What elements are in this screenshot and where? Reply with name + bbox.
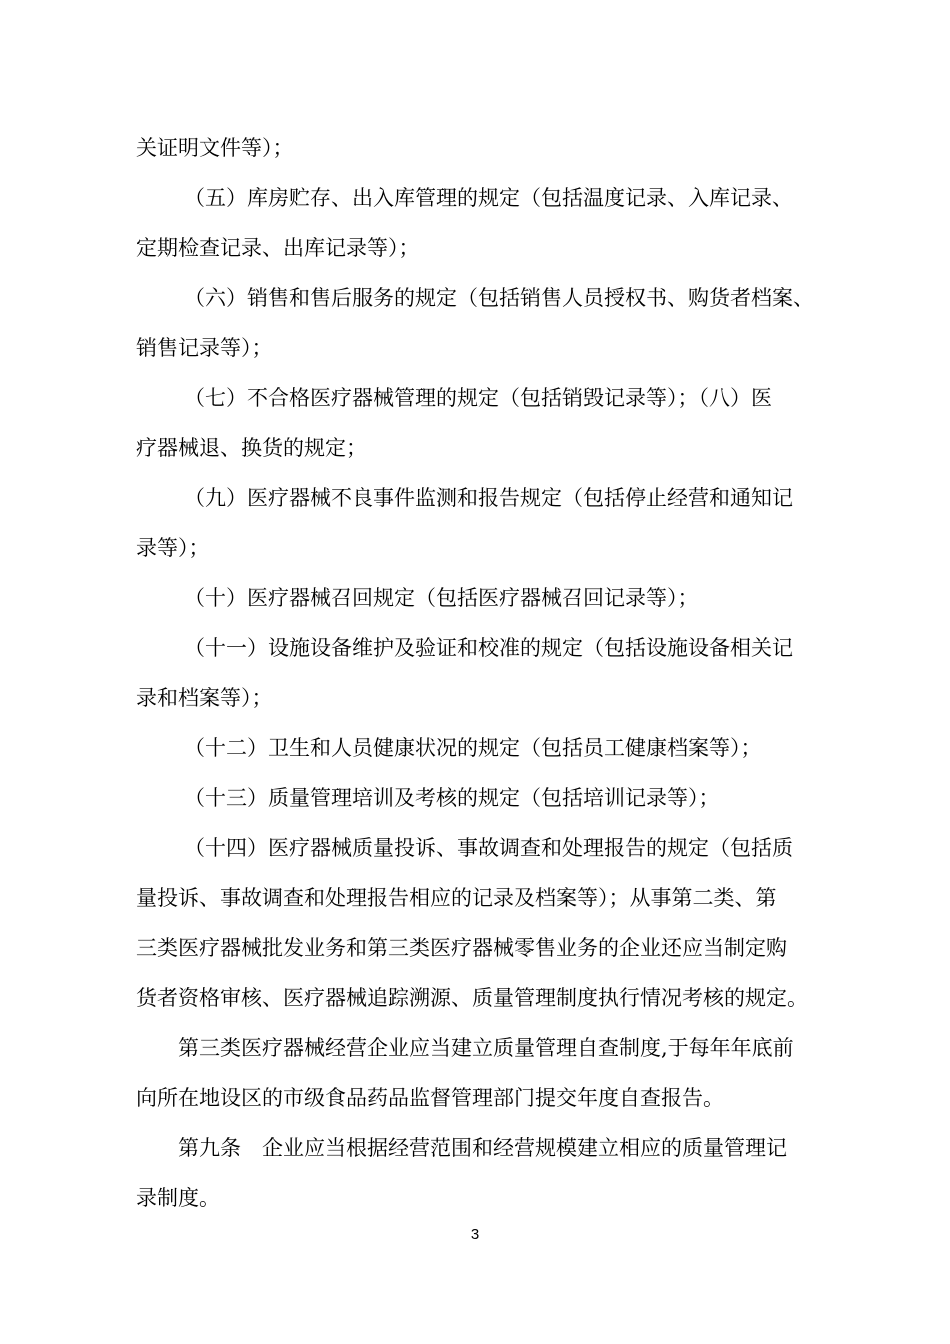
text-line: （七）不合格医疗器械管理的规定（包括销毁记录等）；（八）医 <box>184 386 772 410</box>
text-line: 三类医疗器械批发业务和第三类医疗器械零售业务的企业还应当制定购 <box>136 936 787 960</box>
text-line: （九）医疗器械不良事件监测和报告规定（包括停止经营和通知记 <box>184 486 793 510</box>
text-line: （十二）卫生和人员健康状况的规定（包括员工健康档案等）； <box>184 736 762 760</box>
text-line: （十四）医疗器械质量投诉、事故调查和处理报告的规定（包括质 <box>184 836 793 860</box>
text-line: 量投诉、事故调查和处理报告相应的记录及档案等）；从事第二类、第 <box>136 886 777 910</box>
text-line: 第九条 企业应当根据经营范围和经营规模建立相应的质量管理记 <box>178 1136 787 1160</box>
text-line: 向所在地设区的市级食品药品监督管理部门提交年度自查报告。 <box>136 1086 724 1110</box>
text-line: （十三）质量管理培训及考核的规定（包括培训记录等）； <box>184 786 720 810</box>
text-line: 货者资格审核、医疗器械追踪溯源、质量管理制度执行情况考核的规定。 <box>136 986 808 1010</box>
text-line: 关证明文件等）； <box>136 136 294 160</box>
page-number: 3 <box>470 1226 480 1243</box>
text-line: 录和档案等）； <box>136 686 273 710</box>
text-line: 录制度。 <box>136 1186 220 1210</box>
text-line: 录等）； <box>136 536 210 560</box>
text-line: 定期检查记录、出库记录等）； <box>136 236 420 260</box>
text-line: （十一）设施设备维护及验证和校准的规定（包括设施设备相关记 <box>184 636 793 660</box>
text-line: 疗器械退、换货的规定； <box>136 436 367 460</box>
text-line: （十）医疗器械召回规定（包括医疗器械召回记录等）； <box>184 586 699 610</box>
text-line: （六）销售和售后服务的规定（包括销售人员授权书、购货者档案、 <box>184 286 814 310</box>
text-line: 销售记录等）； <box>136 336 273 360</box>
text-line: （五）库房贮存、出入库管理的规定（包括温度记录、入库记录、 <box>184 186 793 210</box>
text-line: 第三类医疗器械经营企业应当建立质量管理自查制度,于每年年底前 <box>178 1036 794 1060</box>
